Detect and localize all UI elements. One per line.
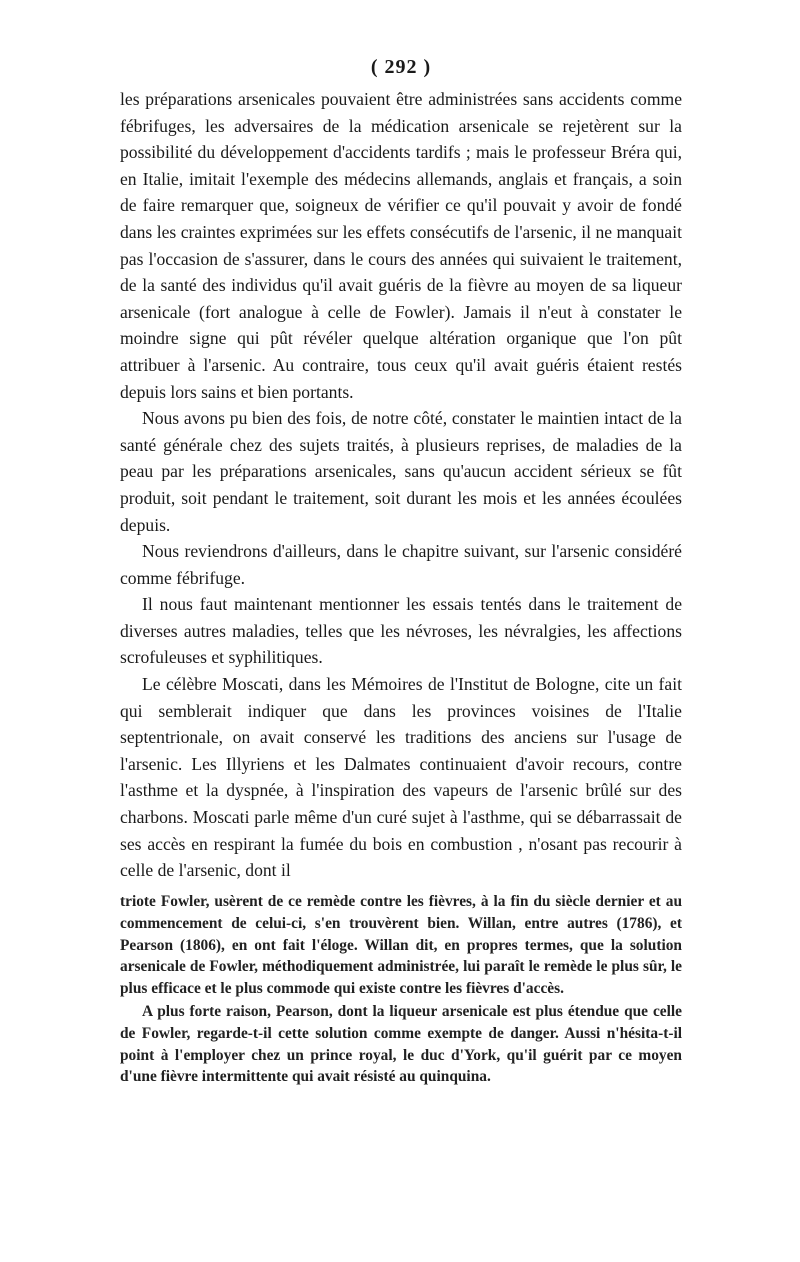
paragraph-4: Il nous faut maintenant mentionner les essais tentés dans le traitement de diverses autres maladies, telles que les névroses, les névralgies, les affections scrofuleuses et syphilitiques. — [120, 594, 682, 668]
footnote-paragraph: A plus forte raison, Pearson, dont la liqueur arsenicale est plus étendue que celle de Fowler, regarde-t-il cette solution comme exempte de danger. Aussi n'hésita-t-il point à l'employer chez un prince royal, le duc d'York, qu'il guérit par ce moyen d'une fièvre intermittente qui avait résisté au quinquina. — [120, 1002, 682, 1086]
page — [120, 52, 682, 884]
paragraph-1: les préparations arsenicales pouvaient être administrées sans accidents comme fébrifuges, les adversaires de la médication arsenicale se rejetèrent sur la possibilité du développement d'accidents tardifs ; mais le professeur Bréra qui, en Italie, imitait l'exemple des médecins allemands, anglais et français, a soin de faire remarquer que, soigneux de vérifier ce qu'il pouvait y avoir de fondé dans les craintes exprimées sur les effets consécutifs de l'arsenic, il ne manquait pas l'occasion de s'assurer, dans le cours des années qui suivaient le traitement, de la santé des individus qu'il avait guéris de la fièvre au moyen de sa liqueur arsenicale (fort analogue à celle de Fowler). Jamais il n'eut à constater le moindre signe qui pût révéler quelque altération organique que l'on pût attribuer à l'arsenic. Au contraire, tous ceux qu'il avait guéris étaient restés depuis lors sains et bien portants. — [120, 89, 682, 402]
paragraph-3: Nous reviendrons d'ailleurs, dans le chapitre suivant, sur l'arsenic considéré comme fébrifuge. — [120, 541, 682, 588]
page-number: ( 292 ) — [370, 56, 432, 78]
paragraph-2: Nous avons pu bien des fois, de notre côté, constater le maintien intact de la santé générale chez des sujets traités, à plusieurs reprises, de maladies de la peau par les préparations arsenicales, sans qu'aucun accident sérieux se fût produit, soit pendant le traitement, soit durant les mois et les années écoulées depuis. — [120, 408, 682, 535]
footnote-continuation: triote Fowler, usèrent de ce remède contre les fièvres, à la fin du siècle dernier et au commencement de celui-ci, s'en trouvèrent bien. Willan, entre autres (1786), et Pearson (1806), en ont fait l'éloge. Willan dit, en propres termes, que la solution arsenicale de Fowler, méthodiquement administrée, lui paraît le remède le plus sûr, le plus efficace et le plus commode qui existe contre les fièvres d'accès. — [120, 893, 682, 998]
footnotes — [120, 891, 682, 1088]
paragraph-5: Le célèbre Moscati, dans les Mémoires de l'Institut de Bologne, cite un fait qui semblerait indiquer que dans les provinces voisines de l'Italie septentrionale, on avait conservé les traditions des anciens sur l'usage de l'arsenic. Les Illyriens et les Dalmates continuaient d'avoir recours, contre l'asthme et la dyspnée, à l'inspiration des vapeurs de l'arsenic brûlé sur des charbons. Moscati parle même d'un curé sujet à l'asthme, qui se débarrassait de ses accès en respirant la fumée du bois en combustion , n'osant pas recourir à celle de l'arsenic, dont il — [120, 674, 682, 881]
main-text — [120, 86, 682, 884]
